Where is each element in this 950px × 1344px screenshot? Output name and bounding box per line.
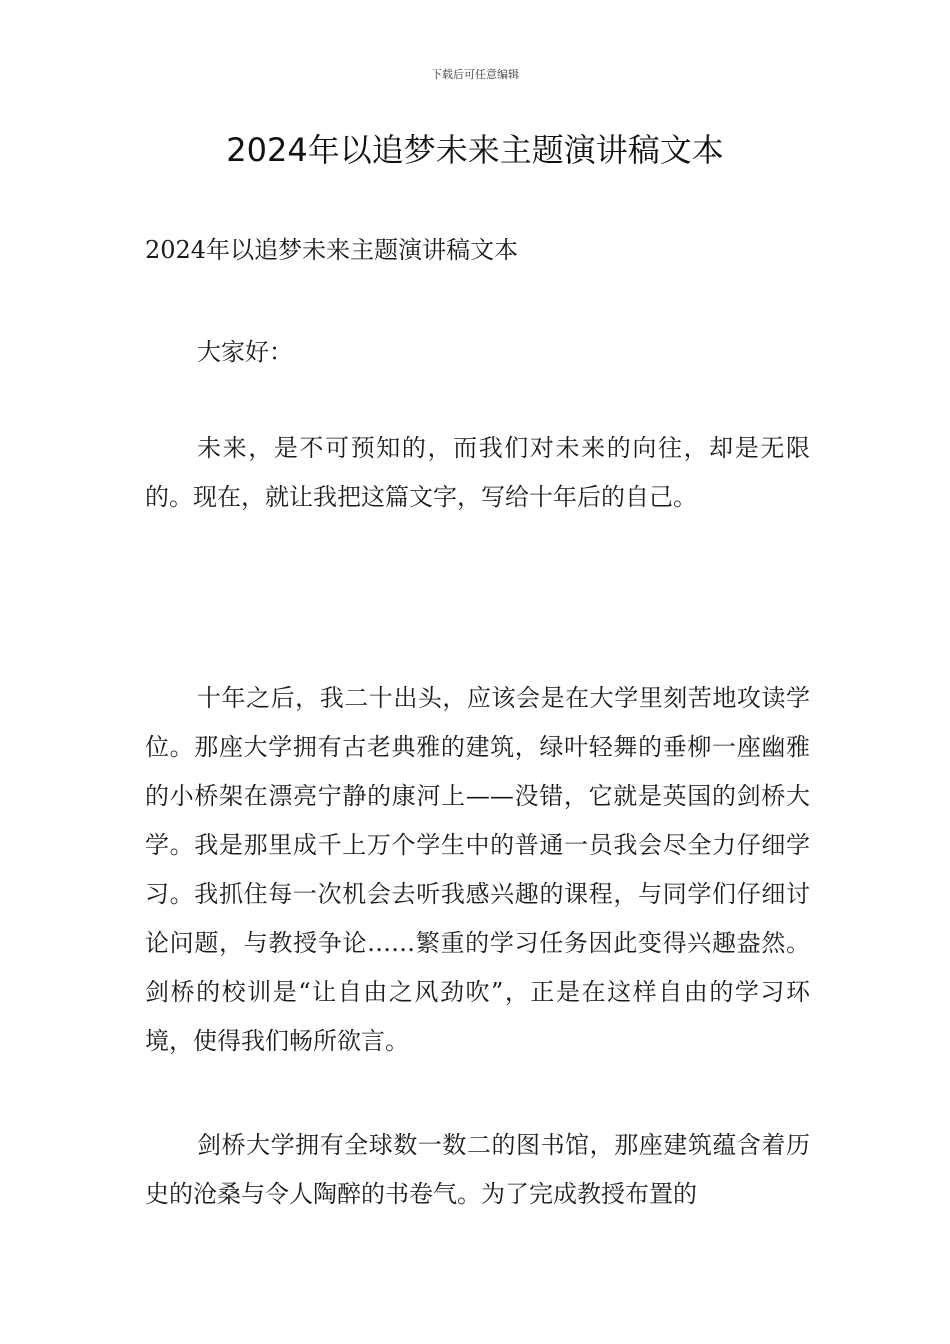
header-note: 下载后可任意编辑: [431, 68, 519, 81]
paragraph-3: 剑桥大学拥有全球数一数二的图书馆，那座建筑蕴含着历史的沧桑与令人陶醉的书卷气。为了完成教授布置的: [145, 1131, 810, 1208]
document-title: 2024年以追梦未来主题演讲稿文本: [226, 131, 724, 169]
greeting: 大家好：: [197, 338, 293, 366]
paragraph-1: 未来，是不可预知的，而我们对未来的向往，却是无限的。现在，就让我把这篇文字，写给十年后的自己。: [145, 434, 810, 511]
paragraph-2: 十年之后，我二十出头，应该会是在大学里刻苦地攻读学位。那座大学拥有古老典雅的建筑，绿叶轻舞的垂柳一座幽雅的小桥架在漂亮宁静的康河上——没错，它就是英国的剑桥大学。我是那里成千上万个学生中的普通一员我会尽全力仔细学习。我抓住每一次机会去听我感兴趣的课程，与同学们仔细讨论问题，与教授争论……繁重的学习任务因此变得兴趣盎然。剑桥的校训是“让自由之风劲吹”，正是在这样自由的学习环境，使得我们畅所欲言。: [145, 684, 810, 1055]
document-subtitle: 2024年以追梦未来主题演讲稿文本: [145, 236, 519, 264]
